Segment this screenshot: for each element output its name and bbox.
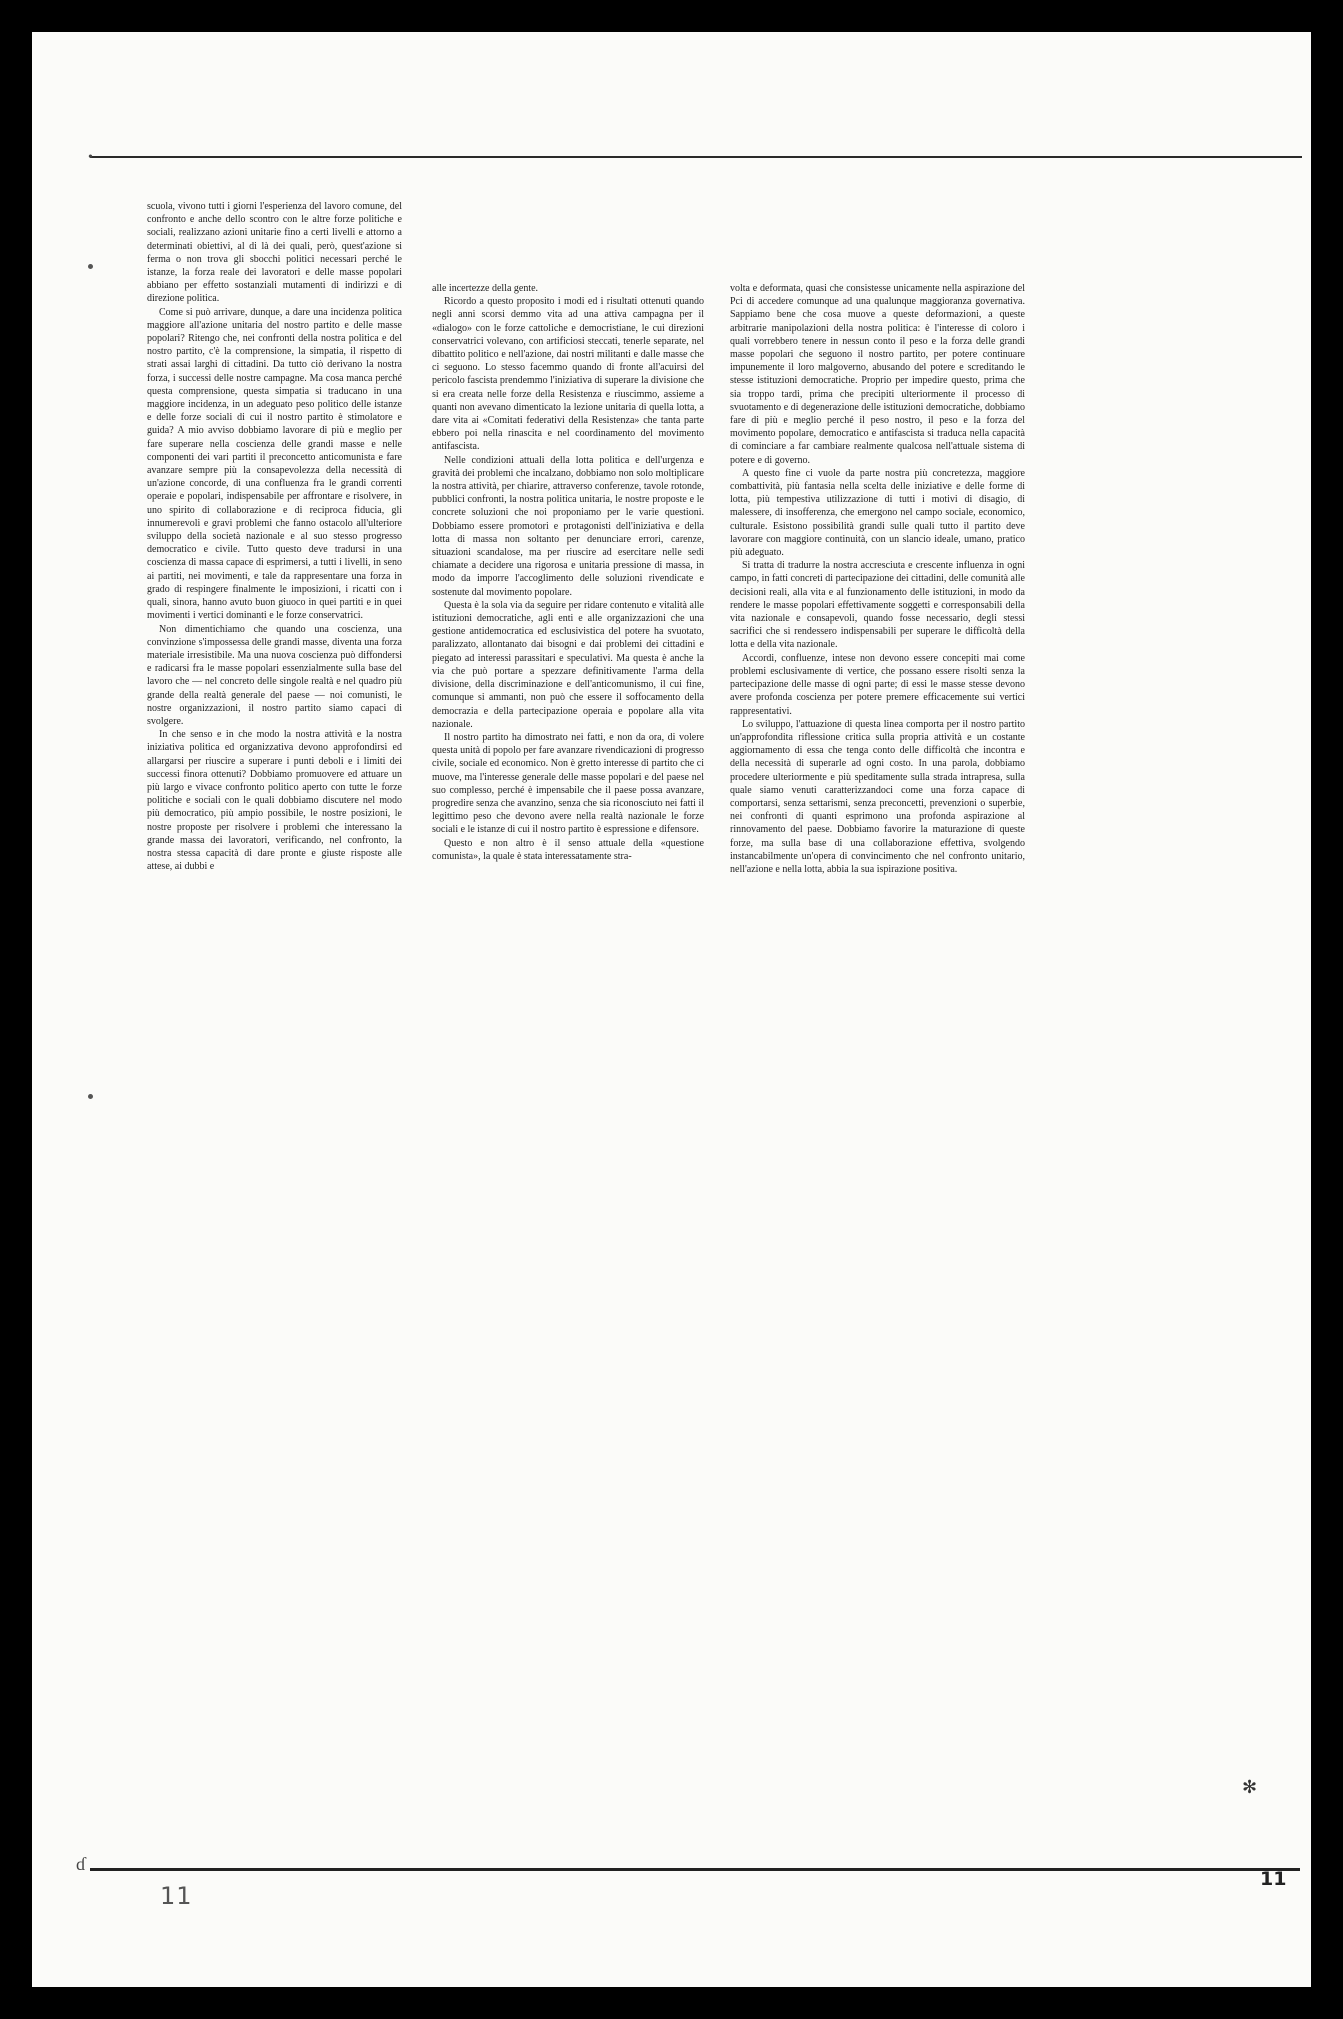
- scanned-page: [32, 32, 1311, 1987]
- bottom-rule: [90, 1868, 1300, 1871]
- paragraph: Questo e non altro è il senso attuale della «questione comunista», la quale è stata interessatamente stra-: [432, 837, 704, 862]
- paragraph: alle incertezze della gente.: [432, 283, 539, 294]
- paragraph: Come si può arrivare, dunque, a dare una incidenza politica maggiore all'azione unitaria del nostro partito e delle masse popolari? Ritengo che, nei confronti della nostra politica e del nostro partito, c'è la comprensione, la simpatia, il rispetto di strati assai larghi di cittadini. Da tutto ciò derivano la nostra forza, i successi delle nostre campagne. Ma cosa manca perché questa comprensione, questa simpatia si traducano in una maggiore incidenza, in un adeguato peso politico delle istanze e delle forze sociali di cui il nostro partito è stimolatore e guida? A mio avviso dobbiamo lavorare di più e meglio per fare superare nella coscienza delle grandi masse e nelle componenti dei vari partiti il preconcetto anticomunista e fare avanzare sempre più la consapevolezza della necessità di un'azione concorde, di una confluenza fra le grandi correnti operaie e popolari, indispensabile per affrontare e risolvere, in uno spirito di collaborazione e di reciproca fiducia, gli innumerevoli e gravi problemi che fanno ostacolo all'ulteriore sviluppo della società nazionale e al suo stesso progresso democratico e civile. Tutto questo deve tradursi in una coscienza di massa capace di esprimersi, a tutti i livelli, in seno ai partiti, nei movimenti, e tale da rappresentare una forza in grado di respingere finalmente le imposizioni, i ricatti con i quali, sinora, hanno avuto buon giuoco in quei partiti e in quei movimenti i vertici dominanti e le forze conservatrici.: [147, 306, 402, 622]
- paragraph: Il nostro partito ha dimostrato nei fatti, e non da ora, di volere questa unità di popolo per fare avanzare rivendicazioni di progresso civile, sociale ed economico. Non è gretto interesse di partito che ci muove, ma l'interesse generale delle masse popolari e del paese nel suo complesso, perché è impensabile che il paese possa avanzare, progredire senza che avanzino, senza che sia riconosciuto nei fatti il legittimo peso che devono avere nella realtà nazionale le forze sociali e le istanze di cui il nostro partito è espressione e difensore.: [432, 731, 704, 836]
- top-rule: [90, 156, 1302, 158]
- text-column-left: [147, 200, 402, 873]
- scan-speck: [88, 1094, 93, 1099]
- text-column-middle: [432, 282, 704, 863]
- paragraph: Ricordo a questo proposito i modi ed i risultati ottenuti quando negli anni scorsi demmo vita ad una attiva campagna per il «dialogo» con le forze cattoliche e democristiane, le cui direzioni conservatrici volevano, con artificiosi steccati, tenerle separate, nel dibattito politico e nell'azione, dai nostri militanti e dalle masse che ci seguono. Lo stesso facemmo quando di fronte all'acuirsi del pericolo fascista prendemmo l'iniziativa di superare la divisione che si era creata nelle forze della Resistenza e riuscimmo, assieme a quanti non avevano dimenticato la lezione unitaria di quella lotta, a dare vita ai «Comitati federativi della Resistenza» che tanta parte ebbero poi nella rinascita e nel coordinamento del movimento antifascista.: [432, 296, 704, 453]
- paragraph: Lo sviluppo, l'attuazione di questa linea comporta per il nostro partito un'approfondita riflessione critica sulla propria attività e un costante aggiornamento di essa che tenga conto delle difficoltà che incontra e della necessità di superarle ad ogni costo. In una parola, dobbiamo procedere ulteriormente e più speditamente sulla strada intrapresa, sulla quale siamo venuti caratterizzandoci come una forza capace di comportarsi, senza settarismi, senza preconcetti, prevenzioni o superbie, nei confronti di quanti esprimono una profonda aspirazione al rinnovamento del paese. Dobbiamo favorire la maturazione di queste forze, ma sulla base di una collaborazione effettiva, svolgendo instancabilmente un'opera di convincimento che nel confronto unitario, nell'azione e nella lotta, abbia la sua ispirazione positiva.: [730, 718, 1025, 875]
- paragraph: Nelle condizioni attuali della lotta politica e dell'urgenza e gravità dei problemi che incalzano, dobbiamo non solo moltiplicare la nostra attività, per chiarire, attraverso conferenze, tavole rotonde, pubblici confronti, la nostra politica unitaria, le nostre proposte e le concrete soluzioni che noi proponiamo per le varie questioni. Dobbiamo essere promotori e protagonisti dell'iniziativa e della lotta di massa non soltanto per denunciare errori, carenze, situazioni scandalose, ma per riuscire ad esercitare nelle sedi chiamate a decidere una rigorosa e unitaria pressione di massa, in modo da imporre l'accoglimento delle soluzioni rivendicate e sostenute dal movimento popolare.: [432, 454, 704, 598]
- margin-mark-bottom: ɗ: [76, 1854, 85, 1874]
- margin-mark-top: •: [88, 150, 93, 165]
- paragraph: A questo fine ci vuole da parte nostra più concretezza, maggiore combattività, più fantasia nella scelta delle iniziative e delle forme di lotta, più tempestiva utilizzazione di tutti i motivi di disagio, di malessere, di insofferenza, che emergono nel campo sociale, economico, culturale. Esistono possibilità grandi sulle quali tutto il partito deve lavorare con maggiore continuità, con un slancio ideale, umano, pratico più adeguato.: [730, 467, 1025, 559]
- page-number-right: 11: [1260, 1868, 1287, 1890]
- paragraph: Non dimentichiamo che quando una coscienza, una convinzione s'impossessa delle grandi masse, diventa una forza materiale irresistibile. Ma una nuova coscienza può diffondersi e radicarsi fra le masse popolari essenzialmente sulla base del lavoro che — nel concreto delle singole realtà e nel quadro più grande della realtà generale del paese — noi comunisti, le nostre organizzazioni, il nostro partito siamo capaci di svolgere.: [147, 623, 402, 727]
- end-of-article-mark: ✻: [1242, 1777, 1258, 1798]
- paragraph: Questa è la sola via da seguire per ridare contenuto e vitalità alle istituzioni democratiche, agli enti e alle organizzazioni che una gestione antidemocratica ed esclusivistica del potere ha svuotato, paralizzato, allontanato dai bisogni e dai problemi dei cittadini e piegato ad interessi parassitari e speculativi. Ma questa è anche la via che può portare a spezzare definitivamente l'arma della divisione, della discriminazione e dell'anticomunismo, il cui fine, comunque si ammanti, non può che essere il soffocamento della democrazia e della partecipazione operaia e popolare alla vita nazionale.: [432, 599, 704, 730]
- page-number-left: 11: [160, 1882, 193, 1910]
- text-column-right: [730, 282, 1025, 876]
- scan-speck: [88, 264, 93, 269]
- paragraph: scuola, vivono tutti i giorni l'esperienza del lavoro comune, del confronto e anche dello scontro con le altre forze politiche e sociali, realizzano azioni unitarie fino a certi livelli e attorno a determinati obiettivi, al di là dei quali, però, quest'azione si ferma o non trova gli sbocchi politici necessari perché le istanze, la forza reale dei lavoratori e delle masse popolari abbiano per effetto sostanziali mutamenti di indirizzi e di direzione politica.: [147, 201, 402, 305]
- paragraph: volta e deformata, quasi che consistesse unicamente nella aspirazione del Pci di accedere comunque ad una qualunque maggioranza governativa. Sappiamo bene che cosa muove a queste deformazioni, a queste arbitrarie manipolazioni della nostra politica: è l'interesse di coloro i quali vorrebbero tenere in nessun conto il peso e la forza delle grandi masse popolari che seguono il nostro partito, per potere continuare impunemente il loro malgoverno, abusando del potere e screditando le stesse istituzioni democratiche. Proprio per impedire questo, prima che sia troppo tardi, prima che precipiti ulteriormente il processo di svuotamento e di degenerazione delle istituzioni democratiche, dobbiamo fare di più e meglio perché il peso nostro, il peso e la forza del movimento popolare, democratico e antifascista si traduca nella capacità di cominciare a far cambiare realmente qualcosa nell'attuale sistema di potere e di governo.: [730, 283, 1025, 466]
- paragraph: Si tratta di tradurre la nostra accresciuta e crescente influenza in ogni campo, in fatti concreti di partecipazione dei cittadini, delle comunità alle decisioni reali, alla vita e al funzionamento delle istituzioni, in modo da rendere le masse popolari effettivamente soggetti e corresponsabili della vita nazionale e consapevoli, quando fosse necessario, degli stessi sacrifici che si rendessero indispensabili per superare le difficoltà della lotta e della vita nazionale.: [730, 560, 1025, 651]
- paragraph: In che senso e in che modo la nostra attività e la nostra iniziativa politica ed organizzativa devono approfondirsi ed allargarsi per riuscire a superare i punti deboli e i limiti dei successi finora ottenuti? Dobbiamo promuovere ed attuare un più largo e vivace confronto politico aperto con tutte le forze politiche e sociali con le quali dobbiamo discutere nel modo più democratico, più ampio possibile, le nostre posizioni, le nostre proposte per risolvere i problemi che interessano la grande massa dei lavoratori, verificando, nel confronto, la nostra stessa capacità di dare pronte e giuste risposte alle attese, ai dubbi e: [147, 729, 402, 873]
- paragraph: Accordi, confluenze, intese non devono essere concepiti mai come problemi esclusivamente di vertice, che possano essere risolti senza la partecipazione delle masse di ogni parte; di essi le masse stesse devono avere profonda coscienza per potere premere efficacemente sui vertici rappresentativi.: [730, 652, 1025, 717]
